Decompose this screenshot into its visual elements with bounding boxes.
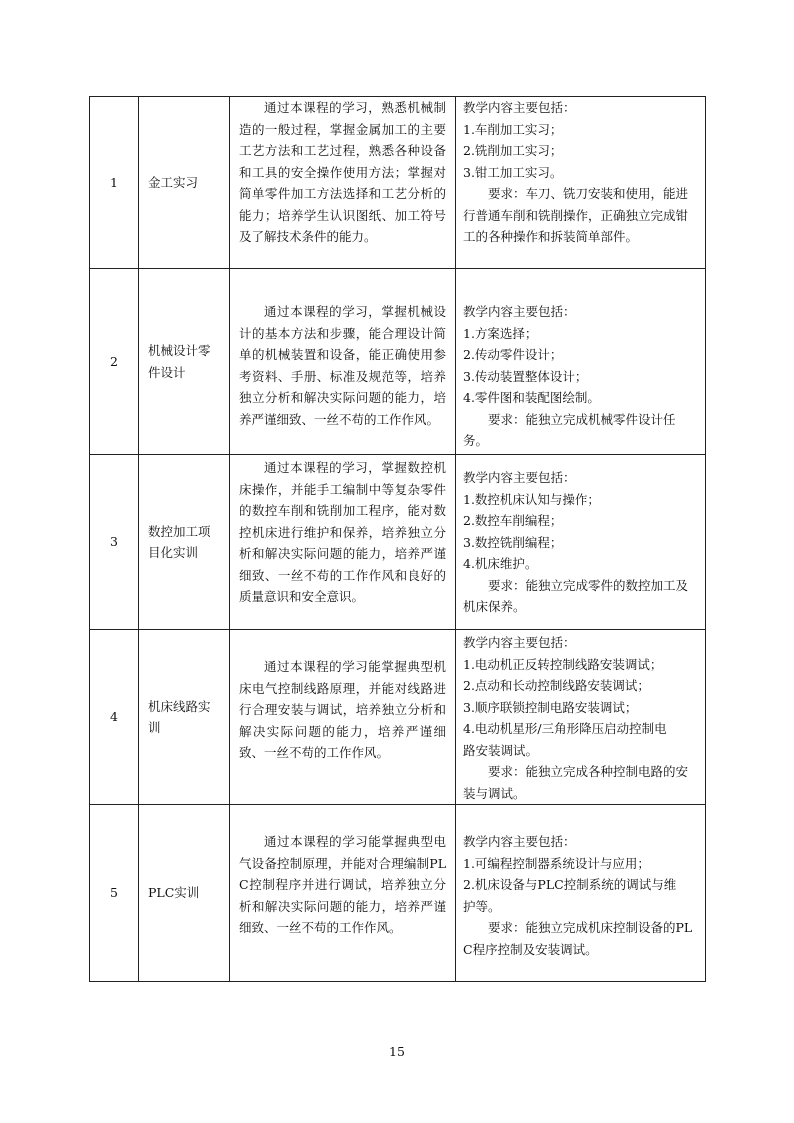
table-row <box>90 630 706 805</box>
content-item: 3.传动装置整体设计； <box>463 368 588 384</box>
course-content-cell <box>456 269 706 455</box>
course-content-cell <box>456 97 706 269</box>
content-intro: 教学内容主要包括： <box>463 470 576 485</box>
content-item: 1.车削加工实习； <box>463 121 563 137</box>
row-number: 4 <box>90 630 139 805</box>
course-goal: 通过本课程的学习，掌握数控机床操作，并能手工编制中等复杂零件的数控车削和铣削加工程序，能对数控机床进行维护和保养，培养独立分析和解决实际问题的能力，培养严谨细致、一丝不苟的工作作风和良好的质量意识和安全意识。 <box>239 460 446 604</box>
content-item: 路安装调试。 <box>463 742 539 758</box>
course-name: 金工实习 <box>139 97 230 269</box>
table-row <box>90 97 706 269</box>
course-goal-cell <box>230 805 456 982</box>
content-item: 1.电动机正反转控制线路安装调试； <box>463 656 663 672</box>
content-item: 3.钳工加工实习。 <box>463 164 563 180</box>
row-number: 5 <box>90 805 139 982</box>
course-goal-cell <box>230 455 456 630</box>
content-item: 护等。 <box>463 898 501 914</box>
table-row <box>90 455 706 630</box>
course-content-cell <box>456 455 706 630</box>
course-content-cell <box>456 630 706 805</box>
content-item: 2.机床设备与PLC控制系统的调试与维 <box>463 877 677 892</box>
course-goal: 通过本课程的学习，掌握机械设计的基本方法和步骤，能合理设计简单的机械装置和设备，能正确使用参考资料、手册、标准及规范等，培养独立分析和解决实际问题的能力，培养严谨细致、一丝不苟的工作作风。 <box>239 304 446 427</box>
course-goal: 通过本课程的学习，熟悉机械制造的一般过程，掌握金属加工的主要工艺方法和工艺过程，熟悉各种设备和工具的安全操作使用方法；掌握对简单零件加工方法选择和工艺分析的能力；培养学生认识图纸、加工符号及了解技术条件的能力。 <box>239 100 446 244</box>
course-name: 机械设计零件设计 <box>139 269 230 455</box>
content-intro: 教学内容主要包括： <box>463 100 576 115</box>
content-item: 1.数控机床认知与操作； <box>463 491 600 507</box>
content-item: 4.机床维护。 <box>463 556 538 571</box>
page-number: 15 <box>389 1044 405 1059</box>
content-intro: 教学内容主要包括： <box>463 834 576 849</box>
table-row <box>90 269 706 455</box>
content-item: 2.数控车削编程； <box>463 513 563 528</box>
course-table <box>89 96 706 982</box>
content-item: 3.顺序联锁控制电路安装调试； <box>463 699 638 715</box>
course-name: 机床线路实训 <box>139 630 230 805</box>
row-number: 2 <box>90 269 139 455</box>
content-item: 2.传动零件设计； <box>463 347 563 362</box>
course-goal: 通过本课程的学习能掌握典型电气设备控制原理，并能对合理编制PLC控制程序并进行调试，培养独立分析和解决实际问题的能力，培养严谨细致、一丝不苟的工作作风。 <box>239 834 446 935</box>
content-requirement: 要求：能独立完成零件的数控加工及机床保养。 <box>463 577 689 614</box>
content-item: 1.方案选择； <box>463 325 538 341</box>
course-goal-cell <box>230 630 456 805</box>
row-number: 3 <box>90 455 139 630</box>
content-intro: 教学内容主要包括： <box>463 635 576 650</box>
content-requirement: 要求：能独立完成机械零件设计任务。 <box>463 411 676 448</box>
table-row <box>90 805 706 982</box>
content-requirement: 要求：能独立完成机床控制设备的PLC程序控制及安装调试。 <box>463 920 693 957</box>
course-name: 数控加工项目化实训 <box>139 455 230 630</box>
row-number: 1 <box>90 97 139 269</box>
content-item: 2.铣削加工实习； <box>463 143 563 158</box>
course-goal-cell <box>230 97 456 269</box>
course-goal-cell <box>230 269 456 455</box>
content-item: 3.数控铣削编程； <box>463 534 563 550</box>
course-goal: 通过本课程的学习能掌握典型机床电气控制线路原理，并能对线路进行合理安装与调试，培养独立分析和解决实际问题的能力，培养严谨细致、一丝不苟的工作作风。 <box>239 659 446 760</box>
content-item: 4.电动机星形/三角形降压启动控制电 <box>463 721 667 736</box>
content-item: 1.可编程控制器系统设计与应用； <box>463 855 650 871</box>
course-content-cell <box>456 805 706 982</box>
content-requirement: 要求：能独立完成各种控制电路的安装与调试。 <box>463 764 689 801</box>
content-requirement: 要求：车刀、铣刀安装和使用，能进行普通车削和铣削操作，正确独立完成钳工的各种操作和拆装简单部件。 <box>463 186 689 244</box>
content-intro: 教学内容主要包括： <box>463 304 576 319</box>
content-item: 2.点动和长动控制线路安装调试； <box>463 678 650 693</box>
content-item: 4.零件图和装配图绘制。 <box>463 390 600 405</box>
course-name: PLC实训 <box>139 805 230 982</box>
